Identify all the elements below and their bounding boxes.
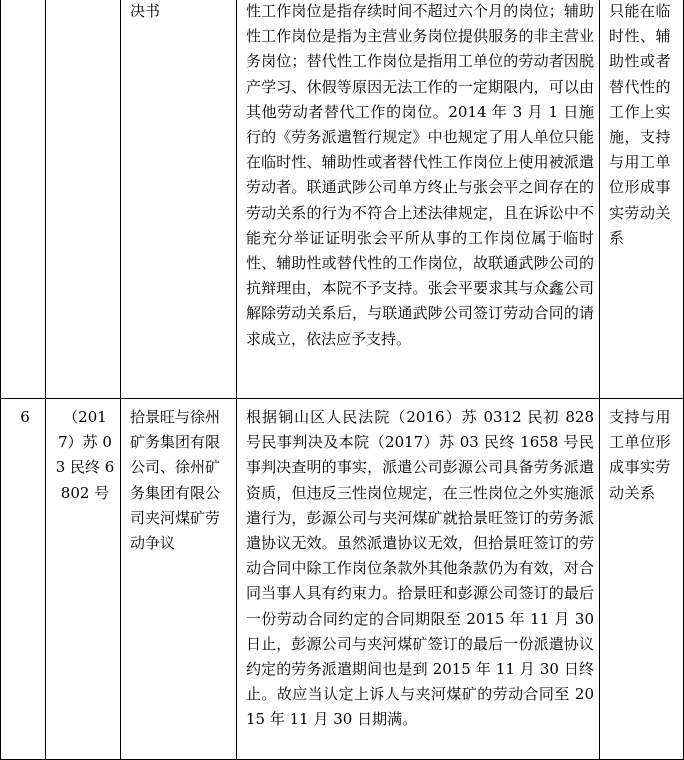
case-reason-cell: 拾景旺与徐州矿务集团有限公司、徐州矿务集团有限公司夹河煤矿劳动争议 [121, 399, 237, 760]
judgment-result-cell: 只能在临时性、辅助性或者替代性的工作上实施，支持与用工单位形成事实劳动关系 [600, 0, 684, 399]
row-index-cell: 6 [1, 399, 46, 760]
row-index-cell [1, 0, 46, 399]
case-reason-cell: 决书 [121, 0, 237, 399]
judgment-reasoning-cell: 根据铜山区人民法院（2016）苏 0312 民初 828 号民事判决及本院（2017）苏 03 民终 1658 号民事判决查明的事实，派遣公司彭源公司具备劳务派遣资质，但违反三性岗位规定，在三性岗位之外实施派遣行为，彭源公司与夹河煤矿就拾景旺签订的劳务派遣协议无效。虽然派遣协议无效，但拾景旺签订的劳动合同中除工作岗位条款外其他条款仍为有效，对合同当事人具有约束力。拾景旺和彭源公司签订的最后一份劳动合同约定的合同期限至 2015 年 11 月 30 日止，彭源公司与夹河煤矿签订的最后一份派遣协议约定的劳务派遣期间也是到 2015 年 11 月 30 日终止。故应当认定上诉人与夹河煤矿的劳动合同至 2015 年 11 月 30 日期满。 [237, 399, 600, 760]
case-number-cell [46, 0, 121, 399]
judgment-result-cell: 支持与用工单位形成事实劳动关系 [600, 399, 684, 760]
case-number-cell: （2017）苏 03 民终 6802 号 [46, 399, 121, 760]
judgment-reasoning-cell: 性工作岗位是指存续时间不超过六个月的岗位；辅助性工作岗位是指为主营业务岗位提供服务的非主营业务岗位；替代性工作岗位是指用工单位的劳动者因脱产学习、休假等原因无法工作的一定期限内，可以由其他劳动者替代工作的岗位。2014 年 3 月 1 日施行的《劳务派遣暂行规定》中也规定了用人单位只能在临时性、辅助性或者替代性工作岗位上使用被派遣劳动者。联通武陟公司单方终止与张会平之间存在的劳动关系的行为不符合上述法律规定，且在诉讼中不能充分举证证明张会平所从事的工作岗位属于临时性、辅助性或替代性的工作岗位，故联通武陟公司的抗辩理由，本院不予支持。张会平要求其与众鑫公司解除劳动关系后，与联通武陟公司签订劳动合同的请求成立，依法应予支持。 [237, 0, 600, 399]
table-row [1, 399, 684, 760]
table-row [1, 0, 684, 399]
